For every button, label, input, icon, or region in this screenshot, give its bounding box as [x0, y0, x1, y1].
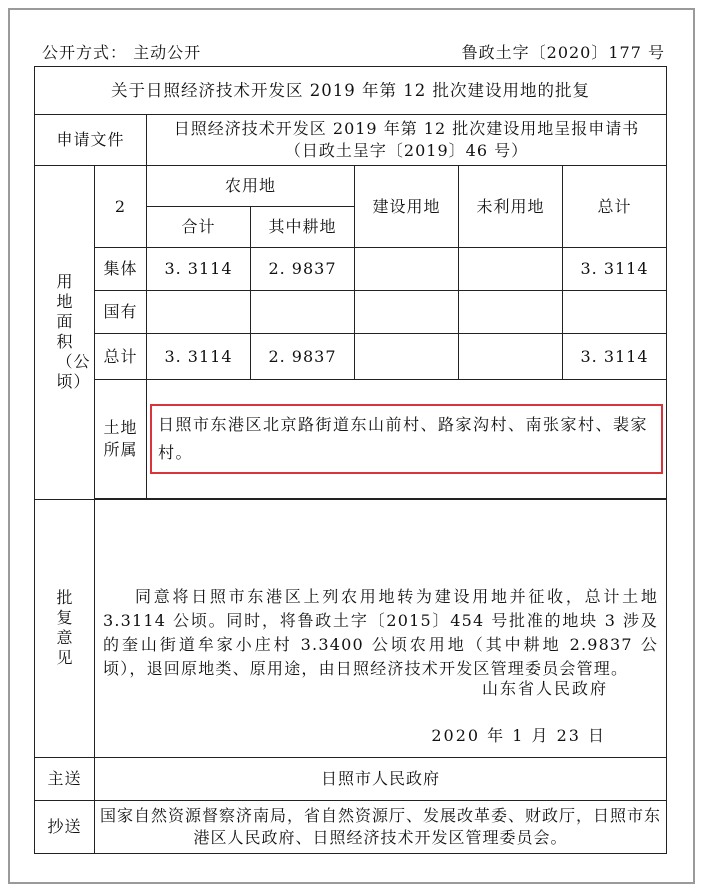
cc-label: 抄送	[35, 801, 95, 854]
cell-cultivated: 2. 9837	[251, 334, 355, 380]
cell-unused	[459, 291, 563, 334]
approval-label: 批复意见	[35, 500, 95, 758]
application-line-2: （日政土呈字〔2019〕46 号）	[284, 141, 529, 160]
cultivated-header: 其中耕地	[251, 207, 355, 248]
cell-subtotal: 3. 3114	[147, 334, 251, 380]
area-label: 用地面积（公顷）	[35, 166, 95, 500]
approval-table	[34, 66, 667, 854]
agri-header: 农用地	[147, 166, 355, 207]
ownership-highlight-box: 日照市东港区北京路街道东山前村、路家沟村、南张家村、裴家村。	[150, 404, 663, 474]
application-line-1: 日照经济技术开发区 2019 年第 12 批次建设用地呈报申请书	[173, 119, 640, 138]
corner-cell: 2	[95, 166, 147, 248]
row-name: 国有	[95, 291, 147, 334]
subtotal-header: 合计	[147, 207, 251, 248]
document-title: 关于日照经济技术开发区 2019 年第 12 批次建设用地的批复	[35, 67, 667, 115]
row-name: 集体	[95, 248, 147, 291]
document-number: 鲁政土字〔2020〕177 号	[461, 43, 665, 62]
application-document	[147, 115, 667, 166]
cell-construction	[355, 291, 459, 334]
table-row	[35, 334, 667, 380]
approval-opinion	[95, 500, 667, 758]
cell-construction	[355, 334, 459, 380]
table-row	[35, 248, 667, 291]
disclosure-method: 公开方式： 主动公开	[42, 43, 202, 62]
construction-header: 建设用地	[355, 166, 459, 248]
cell-total: 3. 3114	[563, 334, 667, 380]
cc-value: 国家自然资源督察济南局，省自然资源厅、发展改革委、财政厅，日照市东港区人民政府、日照经济技术开发区管理委员会。	[95, 801, 667, 854]
cell-subtotal	[147, 291, 251, 334]
main-send-label: 主送	[35, 758, 95, 801]
cell-subtotal: 3. 3114	[147, 248, 251, 291]
cell-total: 3. 3114	[563, 248, 667, 291]
ownership-label: 土地 所属	[95, 380, 147, 499]
application-label: 申请文件	[35, 115, 147, 166]
cell-cultivated	[251, 291, 355, 334]
cell-construction	[355, 248, 459, 291]
main-send-value: 日照市人民政府	[95, 758, 667, 801]
row-name: 总计	[95, 334, 147, 380]
table-row	[35, 291, 667, 334]
ownership-cell	[147, 380, 667, 499]
cell-cultivated: 2. 9837	[251, 248, 355, 291]
cell-total	[563, 291, 667, 334]
approval-signature: 山东省人民政府	[482, 679, 609, 698]
approval-date: 2020 年 1 月 23 日	[431, 726, 607, 745]
unused-header: 未利用地	[459, 166, 563, 248]
approval-text: 同意将日照市东港区上列农用地转为建设用地并征收，总计土地 3.3114 公顷。同时，将鲁政土字〔2015〕454 号批准的地块 3 涉及的奎山街道牟家小庄村 3.3400 公顷农用地（其中耕地 2.9837 公顷），退回原地类、原用途，由日照经济技术开发区管理委员会管理。	[103, 586, 659, 678]
cell-unused	[459, 248, 563, 291]
cell-unused	[459, 334, 563, 380]
total-header: 总计	[563, 166, 667, 248]
